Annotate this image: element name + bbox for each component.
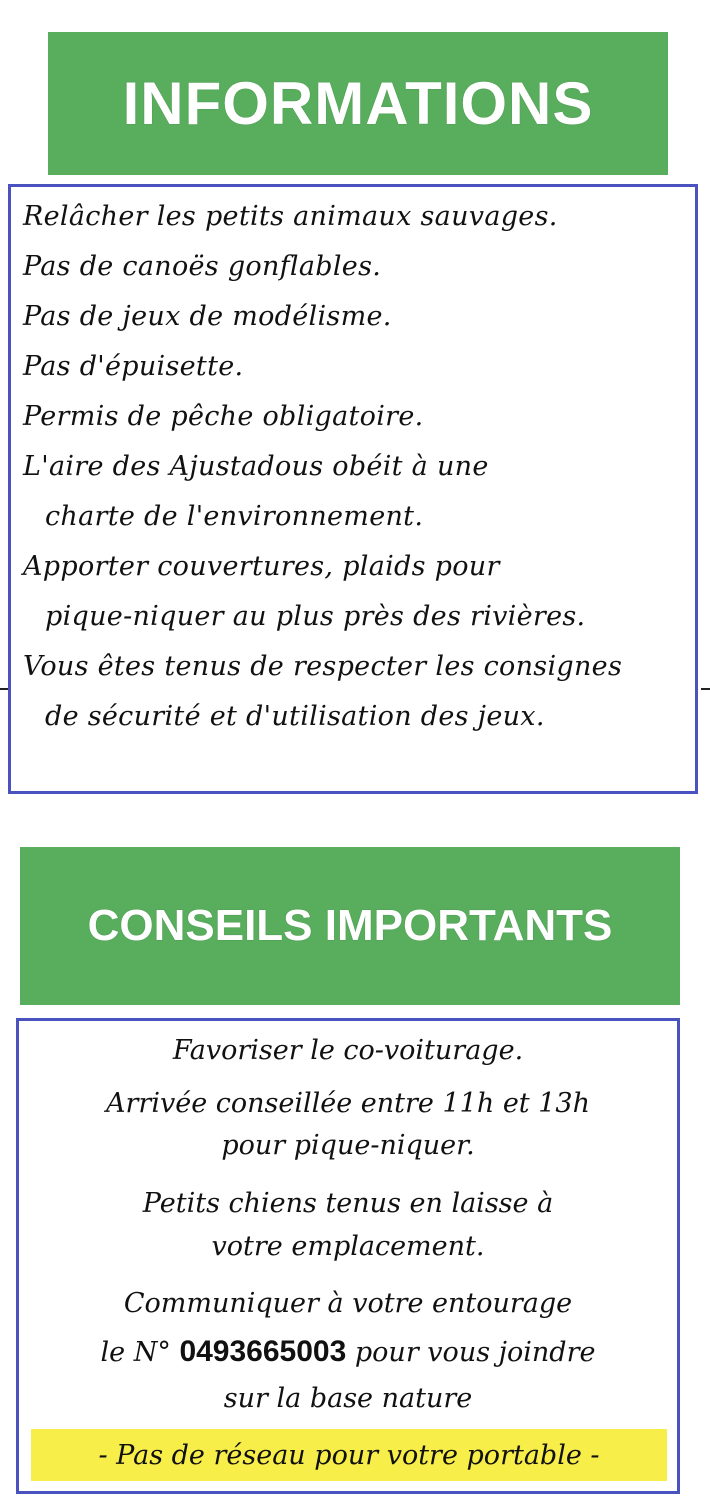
info-line: Pas de canoës gonflables. <box>23 251 382 282</box>
conseils-line: pour pique-niquer. <box>221 1130 475 1161</box>
phone-number: 0493665003 <box>179 1335 347 1368</box>
conseils-title: CONSEILS IMPORTANTS <box>87 901 613 950</box>
info-line: Relâcher les petits animaux sauvages. <box>23 201 558 232</box>
informations-title-banner <box>48 32 668 175</box>
phone-line <box>19 1335 677 1369</box>
conseils-line: Petits chiens tenus en laisse à <box>142 1188 554 1219</box>
informations-box <box>8 184 698 794</box>
info-line: charte de l'environnement. <box>45 501 424 532</box>
phone-prefix: le N° <box>100 1337 171 1368</box>
conseils-line: votre emplacement. <box>211 1231 485 1262</box>
info-line: Pas d'épuisette. <box>23 351 244 382</box>
no-network-warning <box>31 1429 667 1481</box>
phone-suffix: pour vous joindre <box>354 1337 596 1368</box>
edge-tick-right <box>701 688 710 690</box>
edge-tick-left <box>0 688 8 690</box>
info-line: Vous êtes tenus de respecter les consignes <box>23 651 623 682</box>
warning-text: - Pas de réseau pour votre portable - <box>98 1439 600 1471</box>
info-line: Permis de pêche obligatoire. <box>23 401 424 432</box>
info-line: Pas de jeux de modélisme. <box>23 301 392 332</box>
conseils-line: sur la base nature <box>223 1383 473 1414</box>
conseils-line: Communiquer à votre entourage <box>123 1288 573 1319</box>
info-line: pique-niquer au plus près des rivières. <box>45 601 586 632</box>
conseils-line: Favoriser le co-voiturage. <box>172 1035 524 1066</box>
conseils-box <box>16 1018 680 1494</box>
info-line: de sécurité et d'utilisation des jeux. <box>45 701 545 732</box>
info-line: L'aire des Ajustadous obéit à une <box>23 451 489 482</box>
info-line: Apporter couvertures, plaids pour <box>23 551 500 582</box>
conseils-line: Arrivée conseillée entre 11h et 13h <box>106 1088 590 1119</box>
informations-title: INFORMATIONS <box>122 70 594 137</box>
conseils-title-banner <box>20 847 680 1005</box>
